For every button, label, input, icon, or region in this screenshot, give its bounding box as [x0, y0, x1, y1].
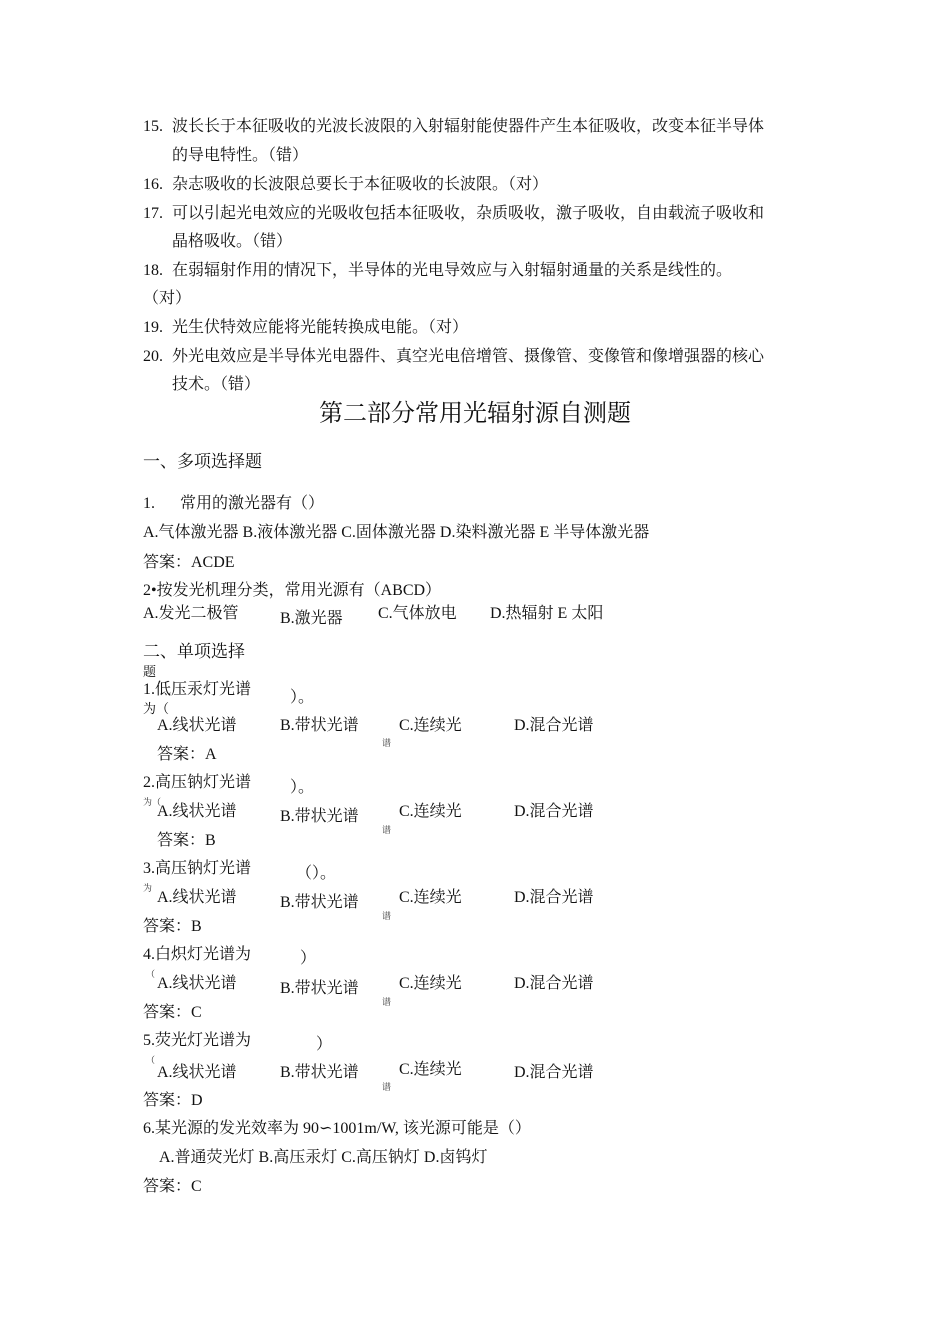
option-c: C.连续光 [399, 803, 462, 820]
question-stem: 6.某光源的发光效率为 90∽1001m/W, 该光源可能是（） [143, 1120, 531, 1137]
item-text-cont: 技术。（错） [172, 376, 261, 393]
question-stem: 1.低压汞灯光谱 [143, 681, 252, 698]
answer: 答案：C [143, 1004, 202, 1021]
option-d: D.混合光谱 [514, 717, 594, 734]
option-c-fragment: 谱 [382, 825, 392, 835]
item-text-cont: （对） [143, 290, 192, 307]
question-stem: 5.荧光灯光谱为 [143, 1032, 252, 1049]
answer: 答案：ACDE [143, 554, 235, 571]
option-b: B.激光器 [280, 610, 343, 627]
item-text: 可以引起光电效应的光吸收包括本征吸收，杂质吸收，激子吸收，自由载流子吸收和 [172, 205, 765, 222]
question-stem: 3.高压钠灯光谱 [143, 860, 252, 877]
item-number: 18. [143, 262, 163, 279]
option-b: B.带状光谱 [280, 1064, 359, 1081]
question-options: A.气体激光器 B.液体激光器 C.固体激光器 D.染料激光器 E 半导体激光器 [143, 524, 650, 541]
option-b: B.带状光谱 [280, 894, 359, 911]
option-b: B.带状光谱 [280, 717, 359, 734]
option-d: D.混合光谱 [514, 889, 594, 906]
option-a: A.线状光谱 [157, 717, 237, 734]
answer: 答案：D [143, 1092, 203, 1109]
section-heading-multiple-choice: 一、多项选择题 [143, 452, 262, 471]
item-number: 16. [143, 176, 163, 193]
question-stem-fragment: 为（ [143, 797, 162, 807]
question-stem: 2•按发光机理分类，常用光源有（ABCD） [143, 582, 442, 599]
option-a: A.线状光谱 [157, 975, 237, 992]
option-c: C.连续光 [399, 717, 462, 734]
item-text: 外光电效应是半导体光电器件、真空光电倍增管、摄像管、变像管和像增强器的核心 [172, 348, 765, 365]
option-a: A.发光二极管 [143, 605, 239, 622]
option-d: D.混合光谱 [514, 803, 594, 820]
option-c: C.连续光 [399, 975, 462, 992]
question-stem-fragment: 为（ [143, 701, 170, 716]
option-c: C.连续光 [399, 1061, 462, 1078]
answer-paren: ）。 [290, 779, 315, 796]
question-options: A.普通荧光灯 B.高压汞灯 C.高压钠灯 D.卤钨灯 [159, 1149, 488, 1166]
item-text-cont: 的导电特性。（错） [172, 147, 309, 164]
item-text: 光生伏特效应能将光能转换成电能。（对） [172, 319, 469, 336]
answer-paren: （）。 [296, 865, 337, 882]
answer: 答案：A [157, 746, 217, 763]
question-stem-fragment: （ [146, 1055, 156, 1065]
question-stem: 常用的激光器有（） [180, 495, 325, 512]
item-number: 19. [143, 319, 163, 336]
option-d: D.混合光谱 [514, 1064, 594, 1081]
question-stem-fragment: （ [146, 969, 156, 979]
question-stem: 4.白炽灯光谱为 [143, 946, 252, 963]
option-b: B.带状光谱 [280, 808, 359, 825]
item-text: 在弱辐射作用的情况下，半导体的光电导效应与入射辐射通量的关系是线性的。 [172, 262, 733, 279]
option-c-fragment: 谱 [382, 911, 392, 921]
section-heading: 二、单项选择 [143, 642, 245, 661]
option-d: D.混合光谱 [514, 975, 594, 992]
option-a: A.线状光谱 [157, 889, 237, 906]
option-c-fragment: 谱 [382, 738, 392, 748]
option-a: A.线状光谱 [157, 803, 237, 820]
answer: 答案：B [157, 832, 216, 849]
answer: 答案：C [143, 1178, 202, 1195]
item-text: 杂志吸收的长波限总要长于本征吸收的长波限。（对） [172, 176, 549, 193]
option-c-fragment: 谱 [382, 997, 392, 1007]
option-d: D.热辐射 E 太阳 [490, 605, 604, 622]
item-text-cont: 晶格吸收。（错） [172, 233, 293, 250]
item-number: 20. [143, 348, 163, 365]
question-stem: 2.高压钠灯光谱 [143, 774, 252, 791]
answer-paren: ） [316, 1036, 333, 1053]
answer-paren: ） [300, 950, 317, 967]
item-text: 波长长于本征吸收的光波长波限的入射辐射能使器件产生本征吸收，改变本征半导体 [172, 118, 765, 135]
question-number: 1. [143, 495, 155, 512]
option-c: C.连续光 [399, 889, 462, 906]
option-a: A.线状光谱 [157, 1064, 237, 1081]
question-stem-fragment: 为 [143, 883, 153, 893]
item-number: 15. [143, 118, 163, 135]
option-c: C.气体放电 [378, 605, 457, 622]
option-c-fragment: 谱 [382, 1082, 392, 1092]
answer-paren: ）。 [290, 689, 315, 706]
item-number: 17. [143, 205, 163, 222]
option-b: B.带状光谱 [280, 980, 359, 997]
answer: 答案：B [143, 918, 202, 935]
part-title: 第二部分常用光辐射源自测题 [319, 401, 631, 427]
section-heading-cont: 题 [143, 664, 157, 679]
